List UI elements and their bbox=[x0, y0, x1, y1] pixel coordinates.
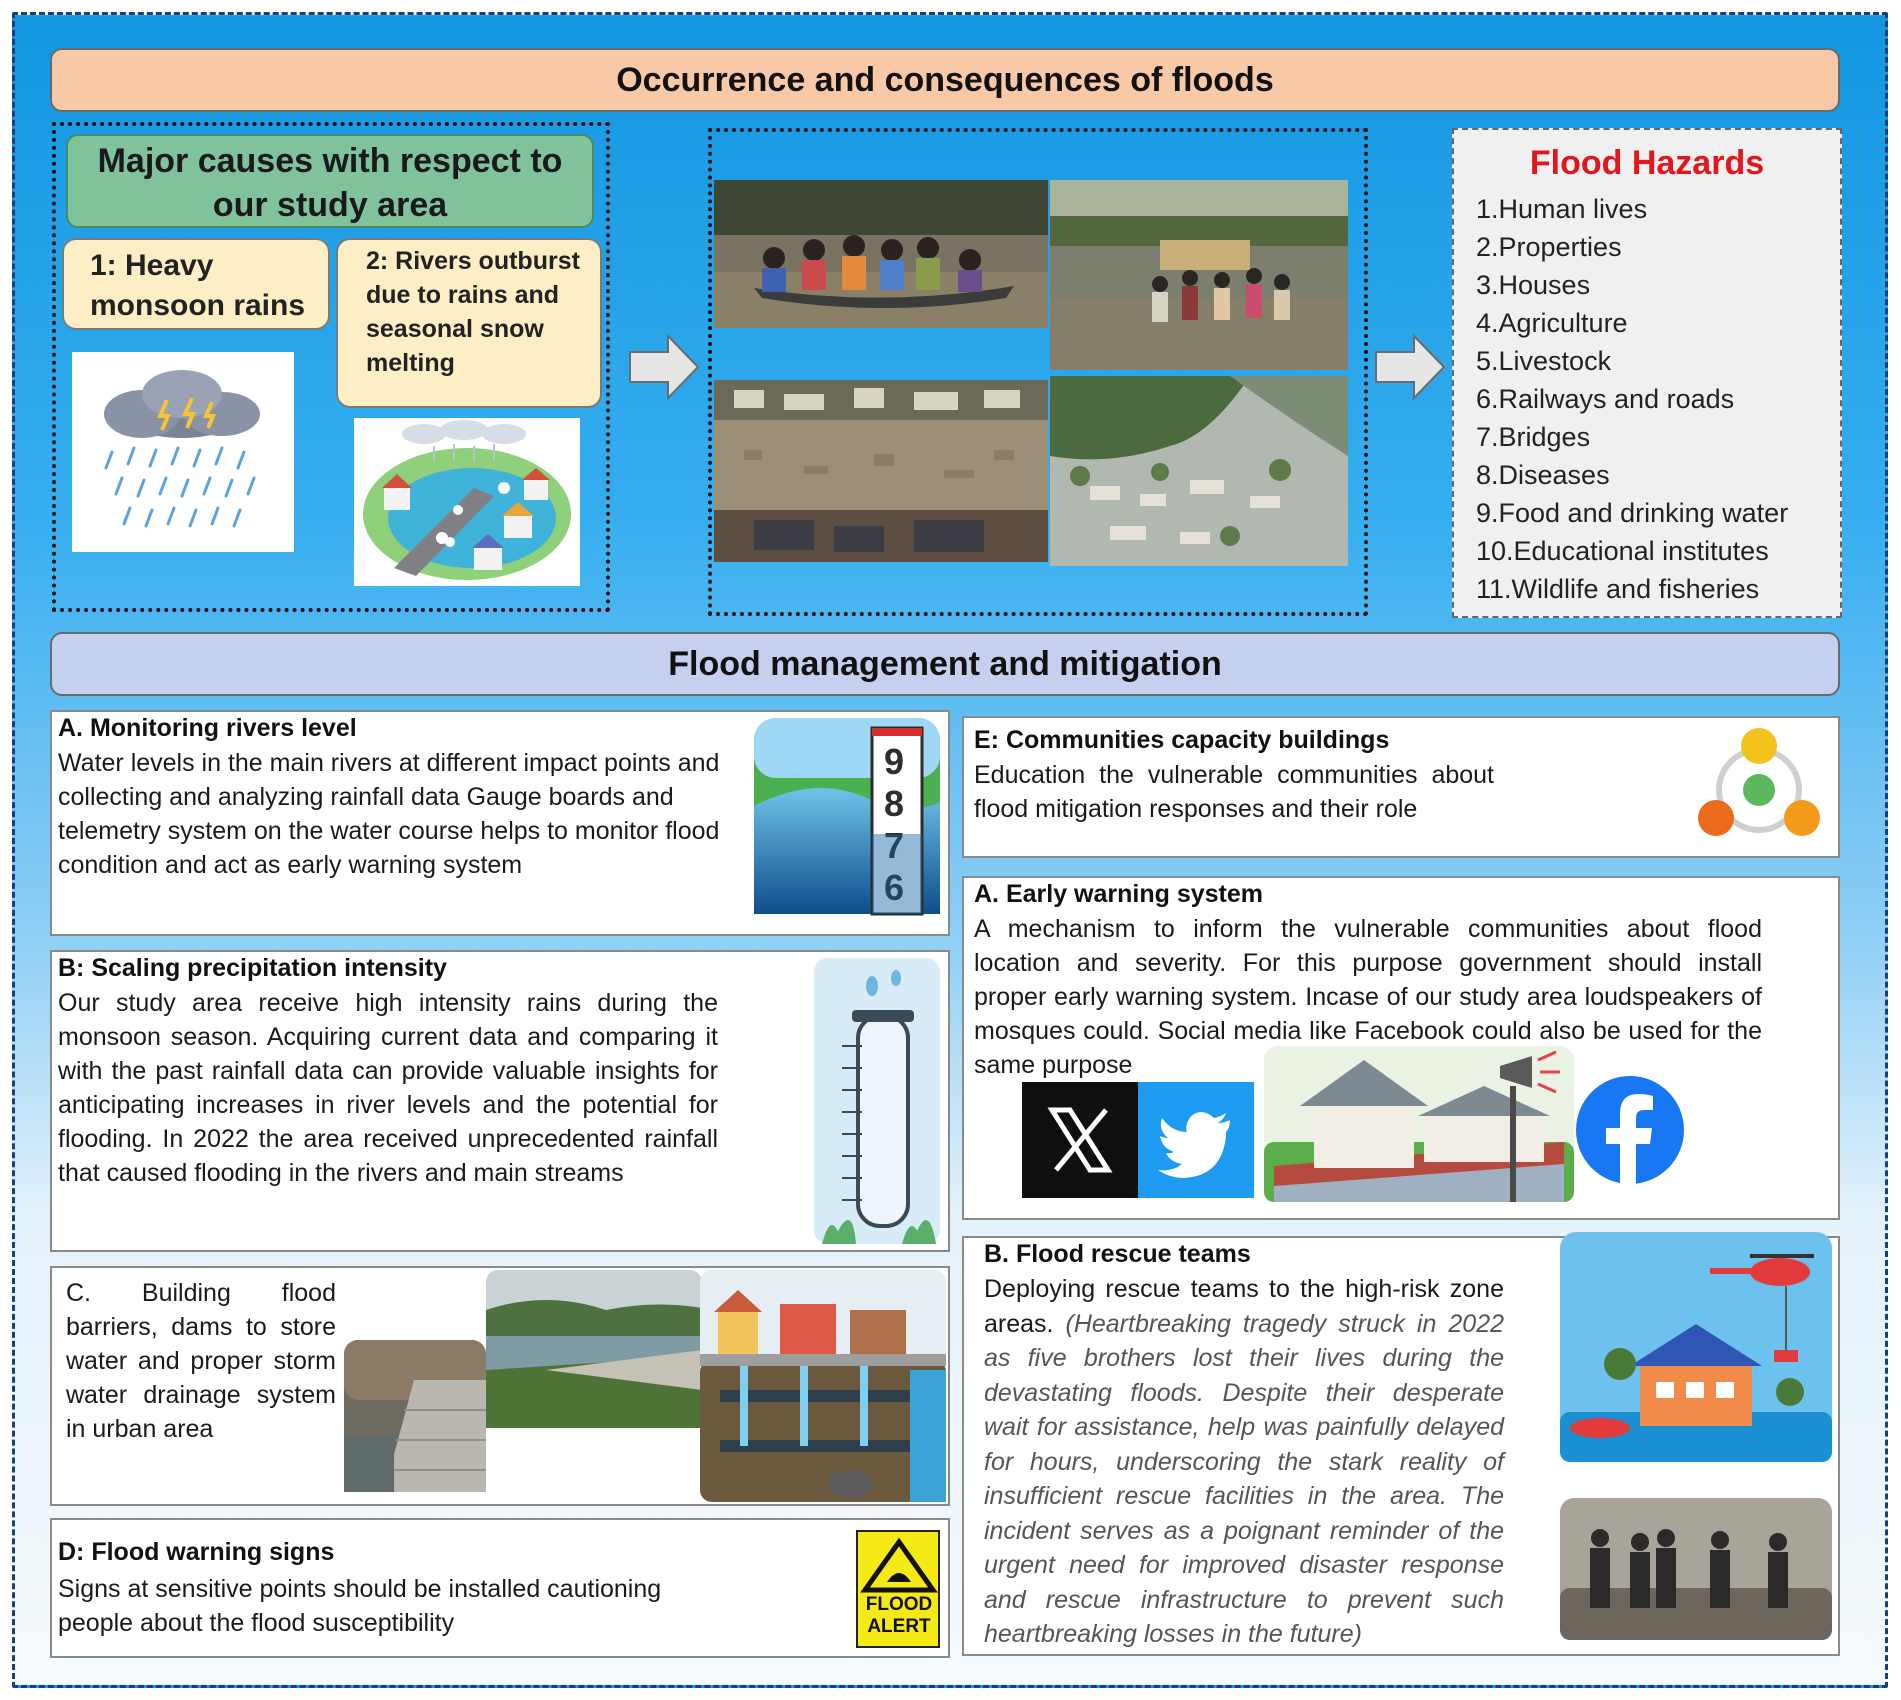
flood-photo-boat-children bbox=[714, 180, 1048, 328]
panel-monitoring-rivers bbox=[50, 710, 950, 936]
flood-hazards-panel bbox=[1452, 128, 1842, 618]
early-warning-title: A. Early warning system bbox=[974, 880, 1264, 908]
hazard-item: 9.Food and drinking water bbox=[1476, 498, 1789, 528]
rescue-text-main: Deploying rescue teams to the high-risk zone areas. bbox=[984, 1275, 1504, 1338]
panel-capacity-building bbox=[962, 716, 1840, 858]
causes-title: Major causes with respect to our study area bbox=[66, 134, 594, 228]
hazard-item: 8.Diseases bbox=[1476, 460, 1610, 490]
gauge-number: 9 bbox=[884, 741, 905, 782]
panel-flood-barriers bbox=[50, 1266, 950, 1506]
hazard-item: 3.Houses bbox=[1476, 270, 1591, 300]
panel-precipitation-intensity bbox=[50, 950, 950, 1252]
flood-photo-aerial-flooded-town bbox=[1050, 376, 1348, 566]
rescue-title: B. Flood rescue teams bbox=[984, 1240, 1251, 1268]
management-banner bbox=[50, 632, 1840, 696]
panel-e-text: Education the vulnerable communities about flood mitigation responses and their role bbox=[974, 761, 1494, 823]
gauge-number: 8 bbox=[884, 783, 905, 824]
cause-river-outburst: 2: Rivers outburst due to rains and seasonal snow melting bbox=[336, 238, 602, 408]
rescue-text-story: (Heartbreaking tragedy struck in 2022 as five brothers lost their lives during the devastating floods. Despite their desperate wait for assistance, help was painfully delayed for hours, underscoring the stark reality of insufficient rescue facilities in the area. The incident serves as a poignant reminder of the urgent need for improved disaster response and rescue infrastructure to prevent such heartbreaking losses in the future) bbox=[984, 1309, 1504, 1648]
cause-heavy-monsoon-rains: 1: Heavy monsoon rains bbox=[62, 238, 330, 330]
panel-a-title: A. Monitoring rivers level bbox=[58, 714, 357, 742]
top-banner bbox=[50, 48, 1840, 112]
x-logo-icon bbox=[1022, 1082, 1138, 1198]
flood-hazards-list bbox=[1476, 190, 1788, 608]
panel-b-title: B: Scaling precipitation intensity bbox=[58, 954, 447, 982]
panel-flood-warning-signs bbox=[50, 1518, 950, 1658]
hazard-item: 2.Properties bbox=[1476, 232, 1622, 262]
hazard-item: 11.Wildlife and fisheries bbox=[1476, 574, 1760, 604]
management-banner-title: Flood management and mitigation bbox=[668, 644, 1222, 683]
rain-gauge-icon bbox=[812, 956, 942, 1246]
panel-a-text: Water levels in the main rivers at different impact points and collecting and analyzing rainfall data Gauge boards and telemetry system on the water course helps to monitor flood condition and act as early warning system bbox=[58, 749, 720, 879]
twitter-logo-icon bbox=[1138, 1082, 1254, 1198]
panel-flood-rescue-teams bbox=[962, 1236, 1840, 1656]
panel-d-text: Signs at sensitive points should be installed cautioning people about the flood susceptibility bbox=[58, 1575, 662, 1637]
flood-photo-wading-people bbox=[1050, 180, 1348, 370]
facebook-logo-icon bbox=[1574, 1074, 1686, 1186]
hazard-item: 6.Railways and roads bbox=[1476, 384, 1735, 414]
gauge-number: 7 bbox=[884, 825, 905, 866]
top-banner-title: Occurrence and consequences of floods bbox=[616, 60, 1274, 99]
panel-e-title: E: Communities capacity buildings bbox=[974, 726, 1390, 754]
panel-c-text: C. Building flood barriers, dams to store water and proper storm water drainage system in urban area bbox=[66, 1279, 336, 1443]
rescue-team-photo bbox=[1560, 1498, 1832, 1640]
panel-d-title: D: Flood warning signs bbox=[58, 1538, 335, 1566]
river-gauge-icon bbox=[752, 716, 942, 916]
gauge-number: 6 bbox=[884, 867, 905, 908]
hazard-item: 10.Educational institutes bbox=[1476, 536, 1769, 566]
rescue-text bbox=[984, 1272, 1504, 1652]
hazard-item: 1.Human lives bbox=[1476, 194, 1648, 224]
gabion-wall-photo bbox=[344, 1340, 486, 1492]
flood-alert-sign-icon bbox=[856, 1530, 940, 1648]
arrow-right-icon bbox=[1374, 332, 1446, 402]
flooded-town-icon bbox=[354, 418, 580, 586]
flood-hazards-title: Flood Hazards bbox=[1529, 144, 1765, 182]
capacity-cycle-icon bbox=[1694, 724, 1824, 850]
panel-early-warning-system bbox=[962, 876, 1840, 1220]
arrow-right-icon bbox=[628, 332, 700, 402]
hazard-item: 5.Livestock bbox=[1476, 346, 1612, 376]
panel-b-text: Our study area receive high intensity rains during the monsoon season. Acquiring current data and comparing it with the past rainfall data can provide valuable insights for anticipating increases in river levels and the potential for flooding. In 2022 the area received unprecedented rainfall that caused flooding in the rivers and main streams bbox=[58, 989, 718, 1187]
hazard-item: 4.Agriculture bbox=[1476, 308, 1628, 338]
rain-cloud-icon bbox=[72, 352, 294, 552]
rescue-helicopter-icon bbox=[1560, 1232, 1832, 1462]
loudspeaker-icon bbox=[1264, 1046, 1574, 1202]
hazard-item: 7.Bridges bbox=[1476, 422, 1591, 452]
early-warning-text: A mechanism to inform the vulnerable communities about flood location and severity. For this purpose government should install proper early warning system. Incase of our study area loudspeakers of mosques could. Social media like Facebook could also be used for the same purpose bbox=[974, 915, 1762, 1079]
storm-drainage-diagram bbox=[700, 1270, 946, 1502]
flood-alert-sign-text: FLOOD ALERT bbox=[865, 1594, 933, 1637]
flood-photo-debris-street bbox=[714, 380, 1048, 562]
dam-reservoir-photo bbox=[486, 1270, 702, 1428]
